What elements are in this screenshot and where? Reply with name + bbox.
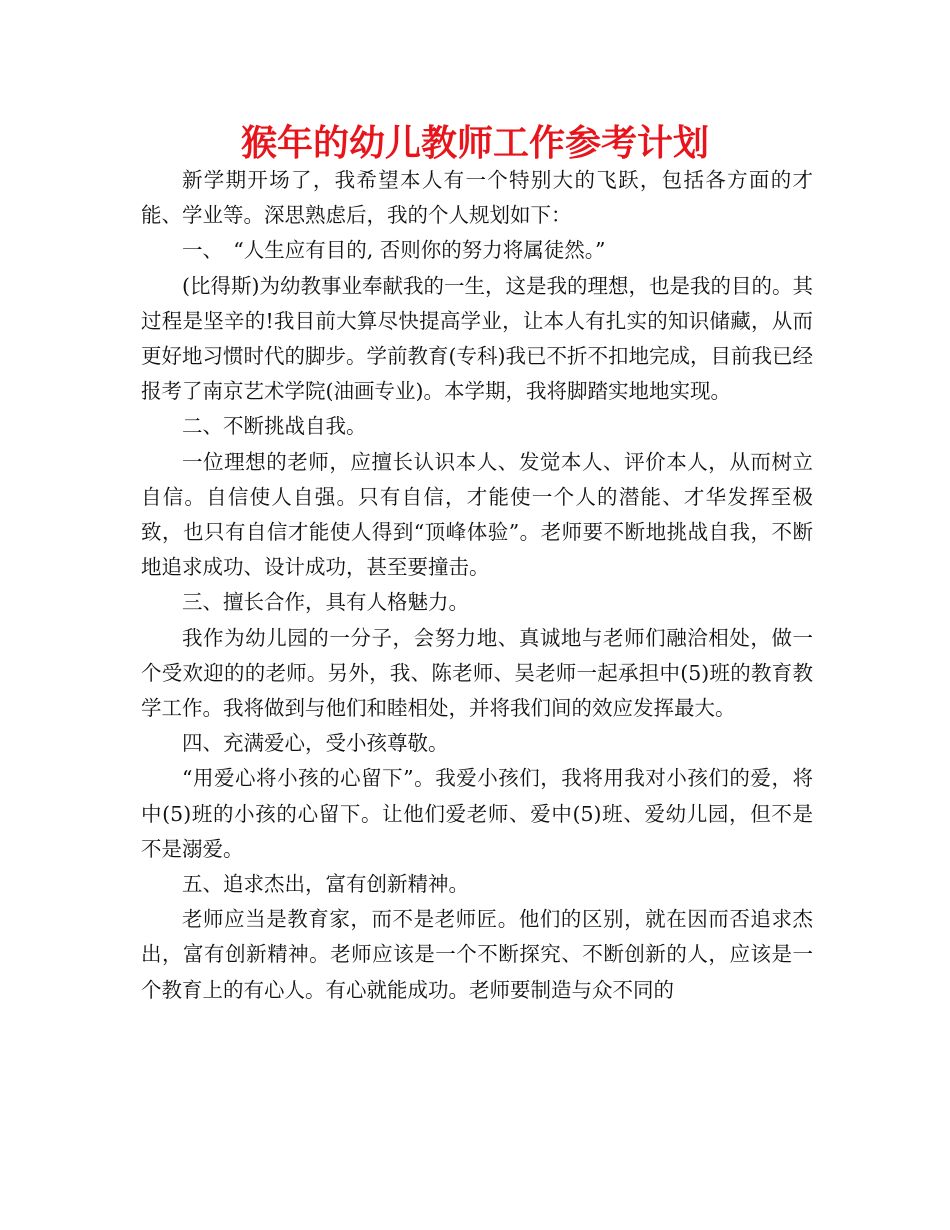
paragraph-heading-5: 五、追求杰出，富有创新精神。 [182, 872, 469, 897]
paragraph-2: 一位理想的老师，应擅长认识本人、发觉本人、评价本人，从而树立自信。自信使人自强。只有自信，才能使一个人的潜能、才华发挥至极致，也只有自信才能使人得到“顶峰体验”。老师要不断地挑战自我，不断地追求成功、设计成功，甚至要撞击。 [141, 449, 813, 580]
document-body [141, 163, 813, 1008]
paragraph-3: 我作为幼儿园的一分子，会努力地、真诚地与老师们融洽相处，做一个受欢迎的的老师。另外，我、陈老师、吴老师一起承担中(5)班的教育教学工作。我将做到与他们和睦相处，并将我们间的效应发挥最大。 [141, 625, 813, 721]
paragraph-heading-1: 一、 “人生应有目的, 否则你的努力将属徒然。” [182, 238, 606, 263]
paragraph-5: 老师应当是教育家，而不是老师匠。他们的区别，就在因而否追求杰出，富有创新精神。老师应该是一个不断探究、不断创新的人，应该是一个教育上的有心人。有心就能成功。老师要制造与众不同的 [141, 907, 813, 1002]
paragraph-1: (比得斯)为幼教事业奉献我的一生，这是我的理想，也是我的目的。其过程是坚辛的!我目前大算尽快提高学业，让本人有扎实的知识储藏，从而更好地习惯时代的脚步。学前教育(专科)我已不折不扣地完成，目前我已经报考了南京艺术学院(油画专业)。本学期，我将脚踏实地地实现。 [141, 273, 813, 404]
paragraph-heading-2: 二、不断挑战自我。 [182, 414, 367, 439]
paragraph-heading-4: 四、充满爱心，受小孩尊敬。 [182, 731, 449, 756]
paragraph-4: “用爱心将小孩的心留下”。我爱小孩们，我将用我对小孩们的爱，将中(5)班的小孩的心留下。让他们爱老师、爱中(5)班、爱幼儿园，但不是不是溺爱。 [141, 766, 813, 861]
paragraph-heading-3: 三、擅长合作，具有人格魅力。 [182, 590, 469, 615]
document-title: 猴年的幼儿教师工作参考计划 [240, 123, 709, 164]
paragraph-intro: 新学期开场了，我希望本人有一个特别大的飞跃，包括各方面的才能、学业等。深思熟虑后，我的个人规划如下： [141, 168, 813, 228]
